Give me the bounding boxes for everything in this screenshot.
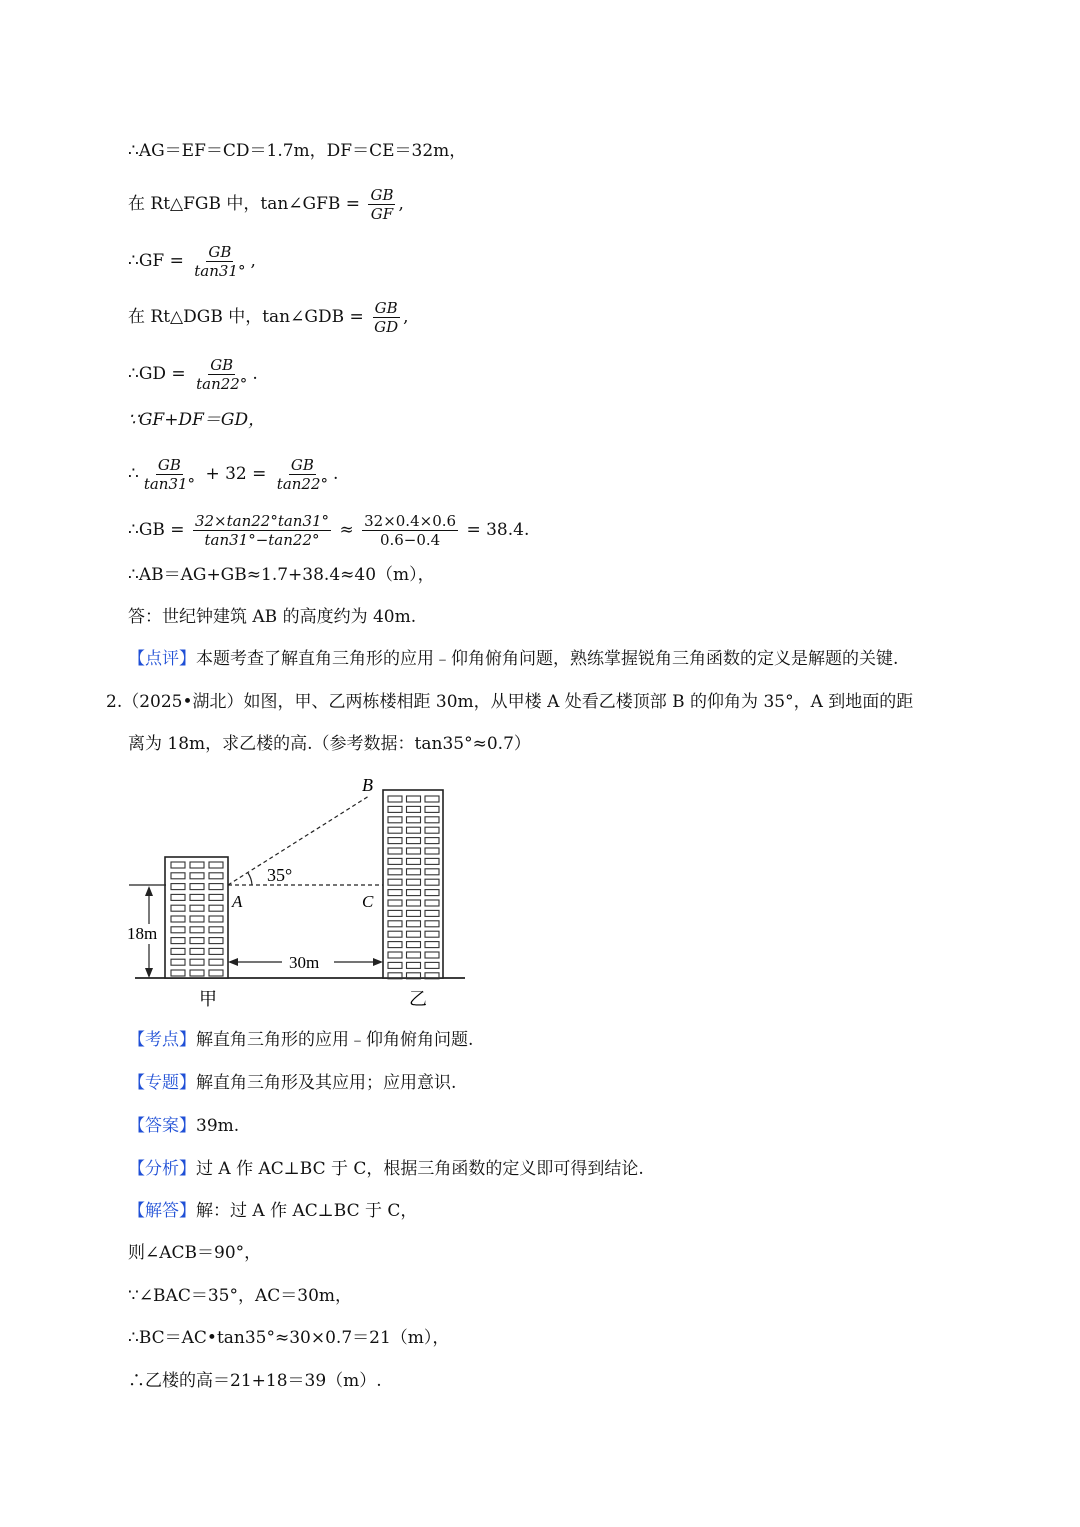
height-arrow-down: [145, 968, 153, 978]
fraction-numerator: GB: [370, 186, 394, 204]
fraction-gb-gf: [368, 186, 395, 223]
line-4-text: 在 Rt△DGB 中，tan∠GDB =: [128, 307, 364, 327]
solution-line-6: ∵GF+DF＝GD，: [128, 410, 266, 430]
solution-line-2: [128, 186, 404, 223]
sight-line-ab: [228, 796, 369, 885]
fraction-gb-tan22-b: [275, 456, 330, 493]
label-angle: 35°: [267, 865, 293, 885]
height-arrow-up: [145, 886, 153, 896]
distance-arrow-left: [228, 958, 238, 966]
solution-line-9: ∴AB＝AG+GB≈1.7+38.4≈40（m），: [128, 565, 435, 585]
line-5-text: ∴GD =: [128, 364, 186, 384]
solution-2-step-2: ∵∠BAC＝35°，AC＝30m，: [128, 1286, 353, 1306]
label-distance: 30m: [289, 953, 320, 972]
solution-2-line: [128, 1199, 417, 1223]
line-5-end: .: [252, 364, 258, 384]
solution-2-step-1: 则∠ACB＝90°，: [128, 1243, 262, 1263]
fraction-denominator: tan31°: [194, 262, 246, 280]
solution-2-step-4: ∴乙楼的高＝21+18＝39（m）.: [128, 1371, 382, 1391]
solution-tag: 【解答】: [128, 1201, 196, 1221]
label-left-building: 甲: [199, 989, 217, 1009]
solution-line-1: ∴AG＝EF＝CD＝1.7m，DF＝CE＝32m，: [128, 141, 467, 161]
label-b: B: [362, 775, 373, 795]
analysis-line: [128, 1157, 644, 1181]
comment-text: 本题考查了解直角三角形的应用﹣仰角俯角问题，熟练掌握锐角三角函数的定义是解题的关键.: [196, 649, 899, 669]
fraction-tan-expression: [193, 512, 331, 549]
fraction-denominator: tan31°: [143, 475, 196, 493]
solution-text: 解：过 A 作 AC⊥BC 于 C，: [196, 1201, 418, 1221]
fraction-gb-gd: [372, 299, 400, 336]
problem-2-line-1: 2.（2025•湖北）如图，甲、乙两栋楼相距 30m，从甲楼 A 处看乙楼顶部 B 的仰角为 35°，A 到地面的距: [106, 692, 914, 712]
building-figure: [122, 772, 482, 1012]
line-4-end: ,: [403, 307, 409, 327]
fraction-numeric: [362, 512, 458, 549]
line-7-end: .: [333, 464, 339, 484]
solution-line-4: [128, 299, 409, 336]
label-a: A: [232, 892, 243, 911]
label-height: 18m: [127, 924, 158, 943]
line-3-end: ,: [250, 251, 256, 271]
kaodian-line: [128, 1028, 473, 1052]
fraction-numerator: GB: [210, 356, 234, 374]
line-7-text: ∴: [128, 464, 139, 484]
kaodian-tag: 【考点】: [128, 1030, 196, 1050]
fraction-numerator: 32×tan22°tan31°: [194, 512, 330, 530]
fraction-numerator: GB: [208, 243, 232, 261]
solution-line-8: [128, 512, 529, 549]
solution-line-3: [128, 243, 256, 280]
fraction-denominator: GD: [374, 318, 399, 336]
comment-tag: 【点评】: [128, 649, 196, 669]
line-8-text: ∴GB =: [128, 520, 185, 540]
zhuanti-tag: 【专题】: [128, 1073, 196, 1093]
label-c: C: [362, 892, 374, 911]
zhuanti-text: 解直角三角形及其应用；应用意识.: [196, 1073, 457, 1093]
answer-tag: 【答案】: [128, 1116, 196, 1136]
fraction-numerator: GB: [157, 456, 181, 474]
analysis-text: 过 A 作 AC⊥BC 于 C，根据三角函数的定义即可得到结论.: [196, 1159, 644, 1179]
line-8-end: = 38.4.: [466, 520, 530, 540]
right-building: [383, 790, 443, 978]
fraction-gb-tan31-b: [142, 456, 197, 493]
solution-2-step-3: ∴BC＝AC•tan35°≈30×0.7＝21（m），: [128, 1328, 450, 1348]
fraction-numerator: 32×0.4×0.6: [364, 512, 457, 530]
line-2-text: 在 Rt△FGB 中，tan∠GFB =: [128, 194, 361, 214]
kaodian-text: 解直角三角形的应用﹣仰角俯角问题.: [196, 1030, 474, 1050]
fraction-gb-tan31: [192, 243, 247, 280]
line-7-mid: + 32 =: [205, 464, 267, 484]
solution-line-5: [128, 356, 258, 393]
problem-2-line-2: 离为 18m，求乙楼的高.（参考数据：tan35°≈0.7）: [128, 734, 531, 754]
fraction-numerator: GB: [290, 456, 314, 474]
label-right-building: 乙: [409, 989, 427, 1009]
analysis-tag: 【分析】: [128, 1159, 196, 1179]
fraction-denominator: tan22°: [196, 375, 248, 393]
line-8-mid: ≈: [339, 520, 354, 540]
left-building: [165, 857, 228, 978]
solution-line-10: 答：世纪钟建筑 AB 的高度约为 40m.: [128, 607, 417, 627]
solution-line-7: [128, 456, 338, 493]
answer-text: 39m.: [196, 1116, 240, 1136]
line-3-text: ∴GF =: [128, 251, 184, 271]
fraction-denominator: tan22°: [276, 475, 329, 493]
distance-arrow-right: [373, 958, 383, 966]
line-2-end: ,: [398, 194, 404, 214]
fraction-denominator: 0.6−0.4: [379, 531, 441, 549]
answer-line: [128, 1114, 239, 1138]
fraction-gb-tan22: [194, 356, 249, 393]
fraction-denominator: GF: [370, 205, 394, 223]
fraction-numerator: GB: [374, 299, 398, 317]
zhuanti-line: [128, 1071, 456, 1095]
angle-arc: [248, 873, 252, 885]
fraction-denominator: tan31°−tan22°: [204, 531, 320, 549]
comment-line: [128, 647, 898, 671]
